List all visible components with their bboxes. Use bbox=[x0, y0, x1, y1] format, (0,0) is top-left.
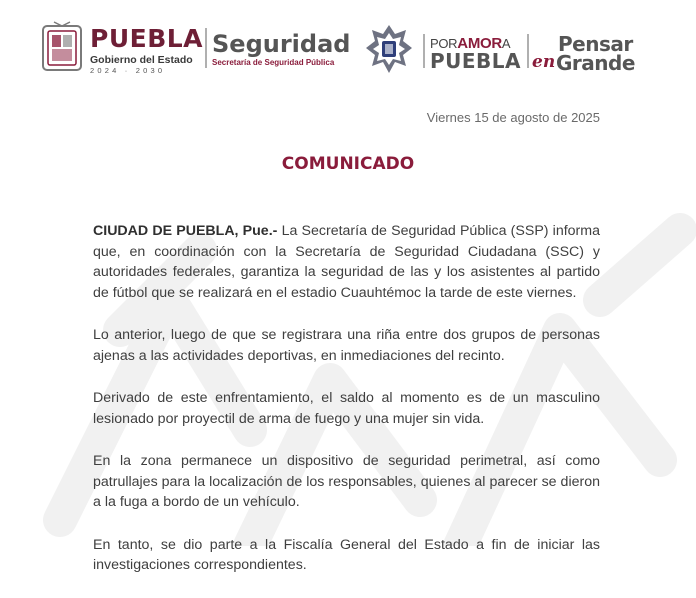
amor-puebla: PUEBLA bbox=[430, 49, 522, 73]
state-seal-icon bbox=[40, 20, 84, 74]
paragraph-text: La Secretaría de Seguridad Pública (SSP) informa que, en coordinación con la Secretaría de Seguridad Ciudadana (SSC) y autoridades federales, garantiza la seguridad de las y los asistentes al partido de fútbol que se realizará en el estadio Cuauhtémoc la tarde de este viernes. bbox=[93, 223, 600, 301]
police-badge-icon bbox=[365, 24, 413, 74]
amor-amor: AMOR bbox=[457, 35, 502, 52]
seguridad-logo bbox=[212, 30, 350, 68]
amor-a: A bbox=[501, 36, 511, 51]
puebla-years: 2024 · 2030 bbox=[90, 66, 166, 75]
por-amor-a-puebla-logo bbox=[430, 36, 521, 71]
paragraph: Derivado de este enfrentamiento, el saldo al momento es de un masculino lesionado por proyectil de arma de fuego y una mujer sin vida. bbox=[93, 390, 600, 427]
paragraph: En tanto, se dio parte a la Fiscalía General del Estado a fin de iniciar las investigaciones correspondientes. bbox=[93, 536, 600, 573]
pensar-top: Pensar bbox=[558, 32, 633, 56]
document-date: Viernes 15 de agosto de 2025 bbox=[426, 110, 600, 125]
divider bbox=[205, 28, 207, 68]
amor-por: POR bbox=[430, 36, 458, 51]
pensar-en-grande-logo bbox=[532, 34, 660, 78]
dateline: CIUDAD DE PUEBLA, Pue.- bbox=[93, 223, 278, 239]
seguridad-subtitle: Secretaría de Seguridad Pública bbox=[212, 58, 335, 67]
pensar-en: en bbox=[532, 52, 556, 72]
document-heading: COMUNICADO bbox=[281, 154, 415, 174]
divider bbox=[527, 34, 529, 68]
paragraph bbox=[93, 221, 600, 303]
puebla-government-logo bbox=[90, 26, 203, 76]
document-body bbox=[93, 221, 600, 598]
pensar-bottom: Grande bbox=[556, 51, 635, 75]
seguridad-title: Seguridad bbox=[212, 30, 351, 58]
header-logos bbox=[40, 16, 660, 78]
divider bbox=[423, 34, 425, 68]
puebla-subtitle: Gobierno del Estado bbox=[90, 54, 193, 66]
paragraph: En la zona permanece un dispositivo de seguridad perimetral, así como patrullajes para la localización de los responsables, quienes al parecer se dieron a la fuga a bordo de un vehículo. bbox=[93, 453, 600, 510]
paragraph: Lo anterior, luego de que se registrara una riña entre dos grupos de personas ajenas a las actividades deportivas, en inmediaciones del recinto. bbox=[93, 327, 600, 364]
puebla-title: PUEBLA bbox=[90, 24, 204, 53]
